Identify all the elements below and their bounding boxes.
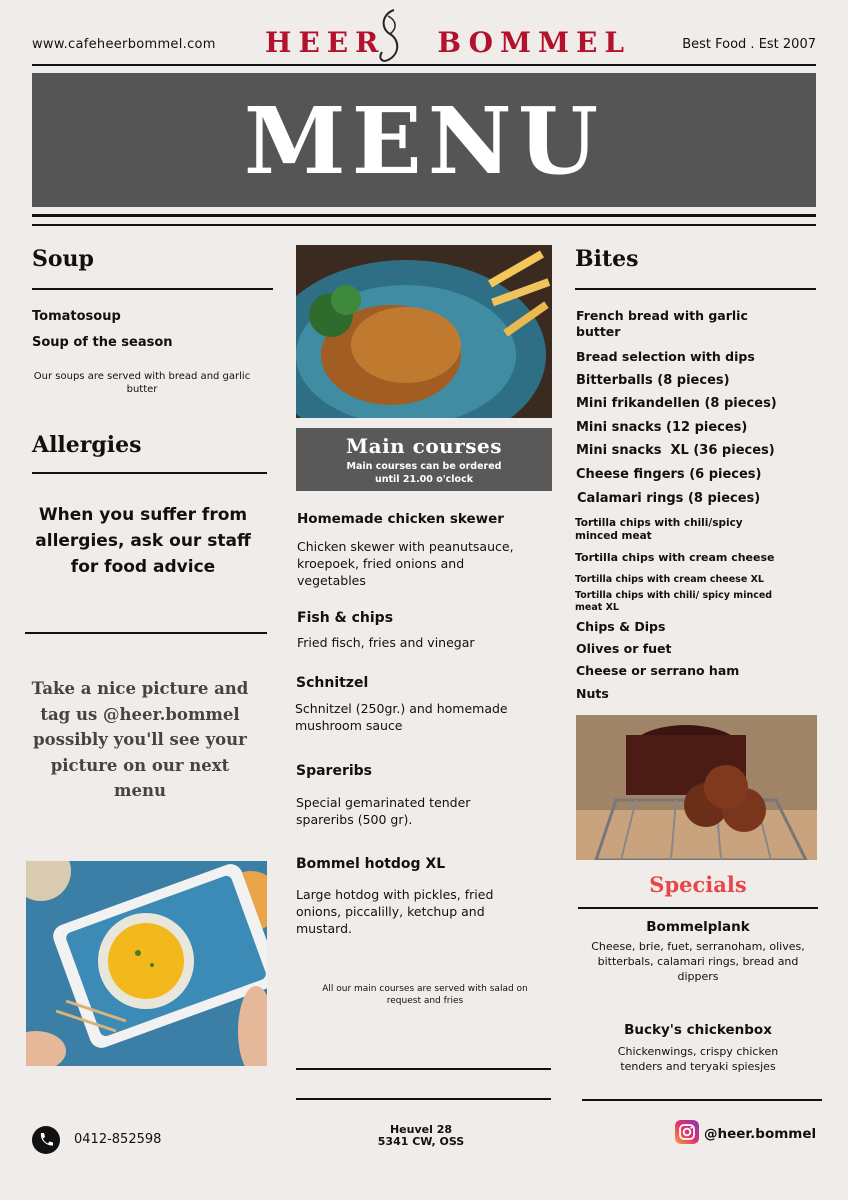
brand-logo-icon: [374, 6, 406, 66]
main-item-name: Spareribs: [296, 763, 373, 779]
main-courses-subnote: Main courses can be ordered until 21.00 o'clock: [346, 461, 502, 485]
instagram-handle[interactable]: @heer.bommel: [704, 1126, 817, 1142]
brand-name: [265, 26, 631, 59]
main-item-desc: Large hotdog with pickles, fried onions, piccalilly, ketchup and mustard.: [296, 887, 494, 936]
bite-item: French bread with garlic butter: [576, 308, 748, 339]
main-courses-footnote: All our main courses are served with salad on request and fries: [322, 984, 528, 1006]
bite-item: Nuts: [576, 686, 609, 701]
allergies-text: When you suffer from allergies, ask our staff for food advice: [35, 505, 251, 577]
schnitzel-illustration: [296, 245, 552, 418]
address-line-2: 5341 CW, OSS: [377, 1135, 465, 1148]
soup-heading: Soup: [32, 246, 94, 272]
specials-divider: [578, 907, 818, 909]
phone-soup-illustration: [26, 861, 267, 1066]
specials-heading: Specials: [649, 872, 747, 897]
main-item-desc: Special gemarinated tender spareribs (500 gr).: [296, 795, 471, 827]
special-item-desc: Cheese, brie, fuet, serranoham, olives, bitterbals, calamari rings, bread and dippers: [591, 940, 805, 983]
main-item-desc: Chicken skewer with peanutsauce, kroepoek, fried onions and vegetables: [297, 539, 514, 588]
main-item-name: Schnitzel: [296, 675, 369, 691]
bitterballen-illustration: [576, 715, 817, 860]
bite-item: Mini snacks (12 pieces): [576, 420, 748, 435]
bite-item: Bitterballs (8 pieces): [576, 373, 730, 388]
main-divider-2: [296, 1098, 551, 1100]
phone-icon: [32, 1126, 60, 1154]
soup-item: Soup of the season: [32, 335, 173, 350]
main-item-name: Fish & chips: [297, 610, 394, 626]
bite-item: Tortilla chips with cream cheese: [575, 551, 775, 564]
menu-title: MENU: [243, 87, 605, 195]
bite-item: Cheese fingers (6 pieces): [576, 467, 762, 482]
banner-divider-2: [32, 224, 816, 226]
bite-item: Tortilla chips with chili/spicy minced meat: [575, 517, 743, 542]
main-item-desc: Fried fisch, fries and vinegar: [297, 635, 475, 650]
website-url: www.cafeheerbommel.com: [32, 37, 216, 52]
banner-divider-1: [32, 214, 816, 217]
main-courses-heading: Main courses: [345, 434, 503, 458]
bite-item: Cheese or serrano ham: [576, 663, 740, 678]
brand-name-left: HEER: [265, 26, 386, 59]
soup-note: Our soups are served with bread and garlic butter: [33, 371, 251, 395]
bite-item: Calamari rings (8 pieces): [577, 491, 761, 506]
allergies-heading: Allergies: [32, 432, 142, 458]
special-item-name: Bommelplank: [646, 919, 750, 935]
tagline: Best Food . Est 2007: [682, 37, 816, 52]
main-item-desc: Schnitzel (250gr.) and homemade mushroom sauce: [295, 701, 508, 733]
bite-item: Tortilla chips with chili/ spicy minced meat XL: [575, 590, 773, 613]
bites-heading: Bites: [575, 246, 639, 272]
address-line-1: Heuvel 28: [389, 1123, 453, 1136]
specials-bottom-divider: [582, 1099, 822, 1101]
schnitzel-photo: [296, 245, 552, 418]
social-promo-text: Take a nice picture and tag us @heer.bommel possibly you'll see your picture on our next menu: [31, 679, 249, 800]
main-item-name: Bommel hotdog XL: [296, 856, 446, 872]
address: [346, 1124, 496, 1148]
instagram-icon: [675, 1120, 699, 1144]
bites-divider: [575, 288, 816, 290]
bite-item: Mini snacks XL (36 pieces): [576, 443, 775, 458]
bite-item: Bread selection with dips: [576, 349, 755, 364]
bite-item: Olives or fuet: [576, 641, 672, 656]
header-divider: [32, 64, 816, 66]
brand-name-right: BOMMEL: [437, 26, 632, 59]
special-item-desc: Chickenwings, crispy chicken tenders and teryaki spiesjes: [617, 1045, 779, 1073]
soup-divider: [32, 288, 273, 290]
main-item-name: Homemade chicken skewer: [297, 511, 504, 527]
bite-item: Mini frikandellen (8 pieces): [576, 396, 777, 411]
menu-banner: [32, 73, 816, 207]
bite-item: Chips & Dips: [576, 619, 666, 634]
allergies-bottom-divider: [25, 632, 267, 634]
main-divider-1: [296, 1068, 551, 1070]
soup-item: Tomatosoup: [32, 309, 121, 324]
phone-number[interactable]: 0412-852598: [74, 1132, 162, 1147]
special-item-name: Bucky's chickenbox: [624, 1022, 772, 1038]
phone-soup-photo: [26, 861, 267, 1066]
bite-item: Tortilla chips with cream cheese XL: [575, 574, 764, 585]
allergies-divider: [32, 472, 267, 474]
bitterballen-photo: [576, 715, 817, 860]
main-courses-header: [296, 428, 552, 491]
